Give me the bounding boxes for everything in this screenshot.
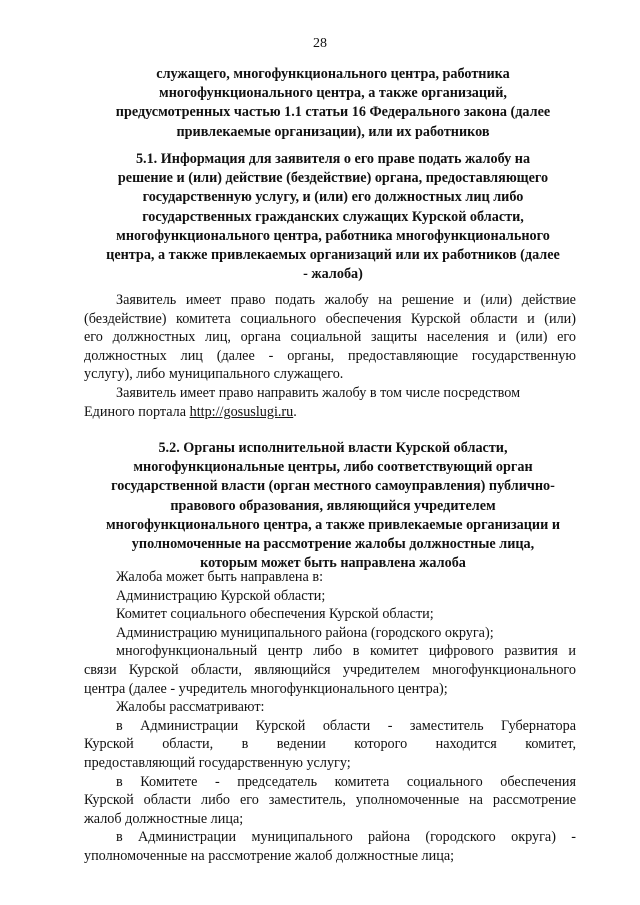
heading-line: привлекаемые организации), или их работников (176, 123, 490, 140)
paragraph-line: (бездействие) комитета социального обеспечения Курской области и (или) (84, 310, 576, 327)
heading-line: многофункционального центра, работника многофункционального (116, 227, 550, 244)
heading-line: служащего, многофункционального центра, работника (156, 66, 510, 82)
heading-line: государственных гражданских служащих Курской области, (142, 208, 524, 225)
list-item: в Администрации Курской области - заместитель Губернатора (116, 717, 576, 734)
heading-line: которым может быть направлена жалоба (200, 555, 466, 572)
section-5-2-heading (90, 439, 576, 573)
section-5-1-paragraph-2 (84, 384, 576, 421)
paragraph-line: Заявитель имеет право подать жалобу на решение и (или) действие (116, 292, 576, 308)
heading-line: 5.2. Органы исполнительной власти Курской области, (158, 440, 508, 456)
paragraph-line (84, 403, 576, 422)
period: . (293, 403, 297, 420)
heading-line: уполномоченные на рассмотрение жалобы должностные лица, (131, 536, 535, 553)
paragraph-line: Жалобы рассматривают: (116, 699, 265, 716)
section-5-1-heading (90, 150, 576, 284)
heading-line: многофункционального центра, а также привлекаемые организации и (106, 516, 560, 533)
list-item: жалоб должностные лица; (84, 810, 244, 827)
list-item: Комитет социального обеспечения Курской области; (116, 606, 434, 623)
list-item: в Администрации муниципального района (городского округа) - (116, 829, 576, 846)
heading-line: решение и (или) действие (бездействие) органа, предоставляющего (117, 170, 549, 187)
list-item: Администрацию Курской области; (116, 587, 326, 604)
paragraph-line: Заявитель имеет право направить жалобу в том числе посредством (116, 385, 521, 401)
list-item: связи Курской области, являющийся учредителем многофункционального (84, 661, 576, 678)
intro-heading (90, 65, 576, 142)
heading-line: - жалоба) (303, 266, 363, 283)
list-item: в Комитете - председатель комитета социального обеспечения (116, 773, 576, 790)
heading-line: 5.1. Информация для заявителя о его праве подать жалобу на (135, 151, 531, 167)
heading-line: многофункционального центра, а также организаций, (159, 85, 507, 102)
paragraph-line: должностных лиц (далее - органы, предоставляющие государственную (84, 347, 576, 364)
heading-line: государственную услугу, и (или) его должностных лиц либо (142, 189, 524, 206)
section-5-2-body (84, 568, 576, 866)
gosuslugi-link[interactable]: http://gosuslugi.ru (189, 403, 294, 420)
heading-line: правового образования, являющийся учредителем (170, 497, 496, 514)
list-item: центра (далее - учредитель многофункционального центра); (84, 680, 448, 697)
section-5-1-paragraph-1 (84, 291, 576, 384)
list-item: многофункциональный центр либо в комитет цифрового развития и (116, 643, 576, 660)
list-item: Администрацию муниципального района (городского округа); (116, 624, 494, 641)
paragraph-line: услугу), либо муниципального служащего. (84, 366, 344, 383)
list-item: Курской области либо его заместитель, уполномоченные на рассмотрение (84, 792, 576, 809)
heading-line: центра, а также привлекаемых организаций или их работников (далее (106, 247, 560, 264)
heading-line: предусмотренных частью 1.1 статьи 16 Федерального закона (далее (115, 104, 551, 121)
list-item: уполномоченные на рассмотрение жалоб должностные лица; (84, 847, 455, 864)
page-number: 28 (313, 36, 327, 51)
portal-label: Единого портала (84, 403, 190, 420)
heading-line: многофункциональные центры, либо соответствующий орган (133, 459, 533, 476)
list-item: Курской области, в ведении которого находится комитет, (84, 736, 576, 753)
paragraph-line: его должностных лиц, органа социальной защиты населения и (или) его (84, 329, 576, 346)
paragraph-line: Жалоба может быть направлена в: (116, 569, 324, 585)
heading-line: государственной власти (орган местного самоуправления) публично- (111, 478, 555, 495)
list-item: предоставляющий государственную услугу; (84, 754, 351, 771)
